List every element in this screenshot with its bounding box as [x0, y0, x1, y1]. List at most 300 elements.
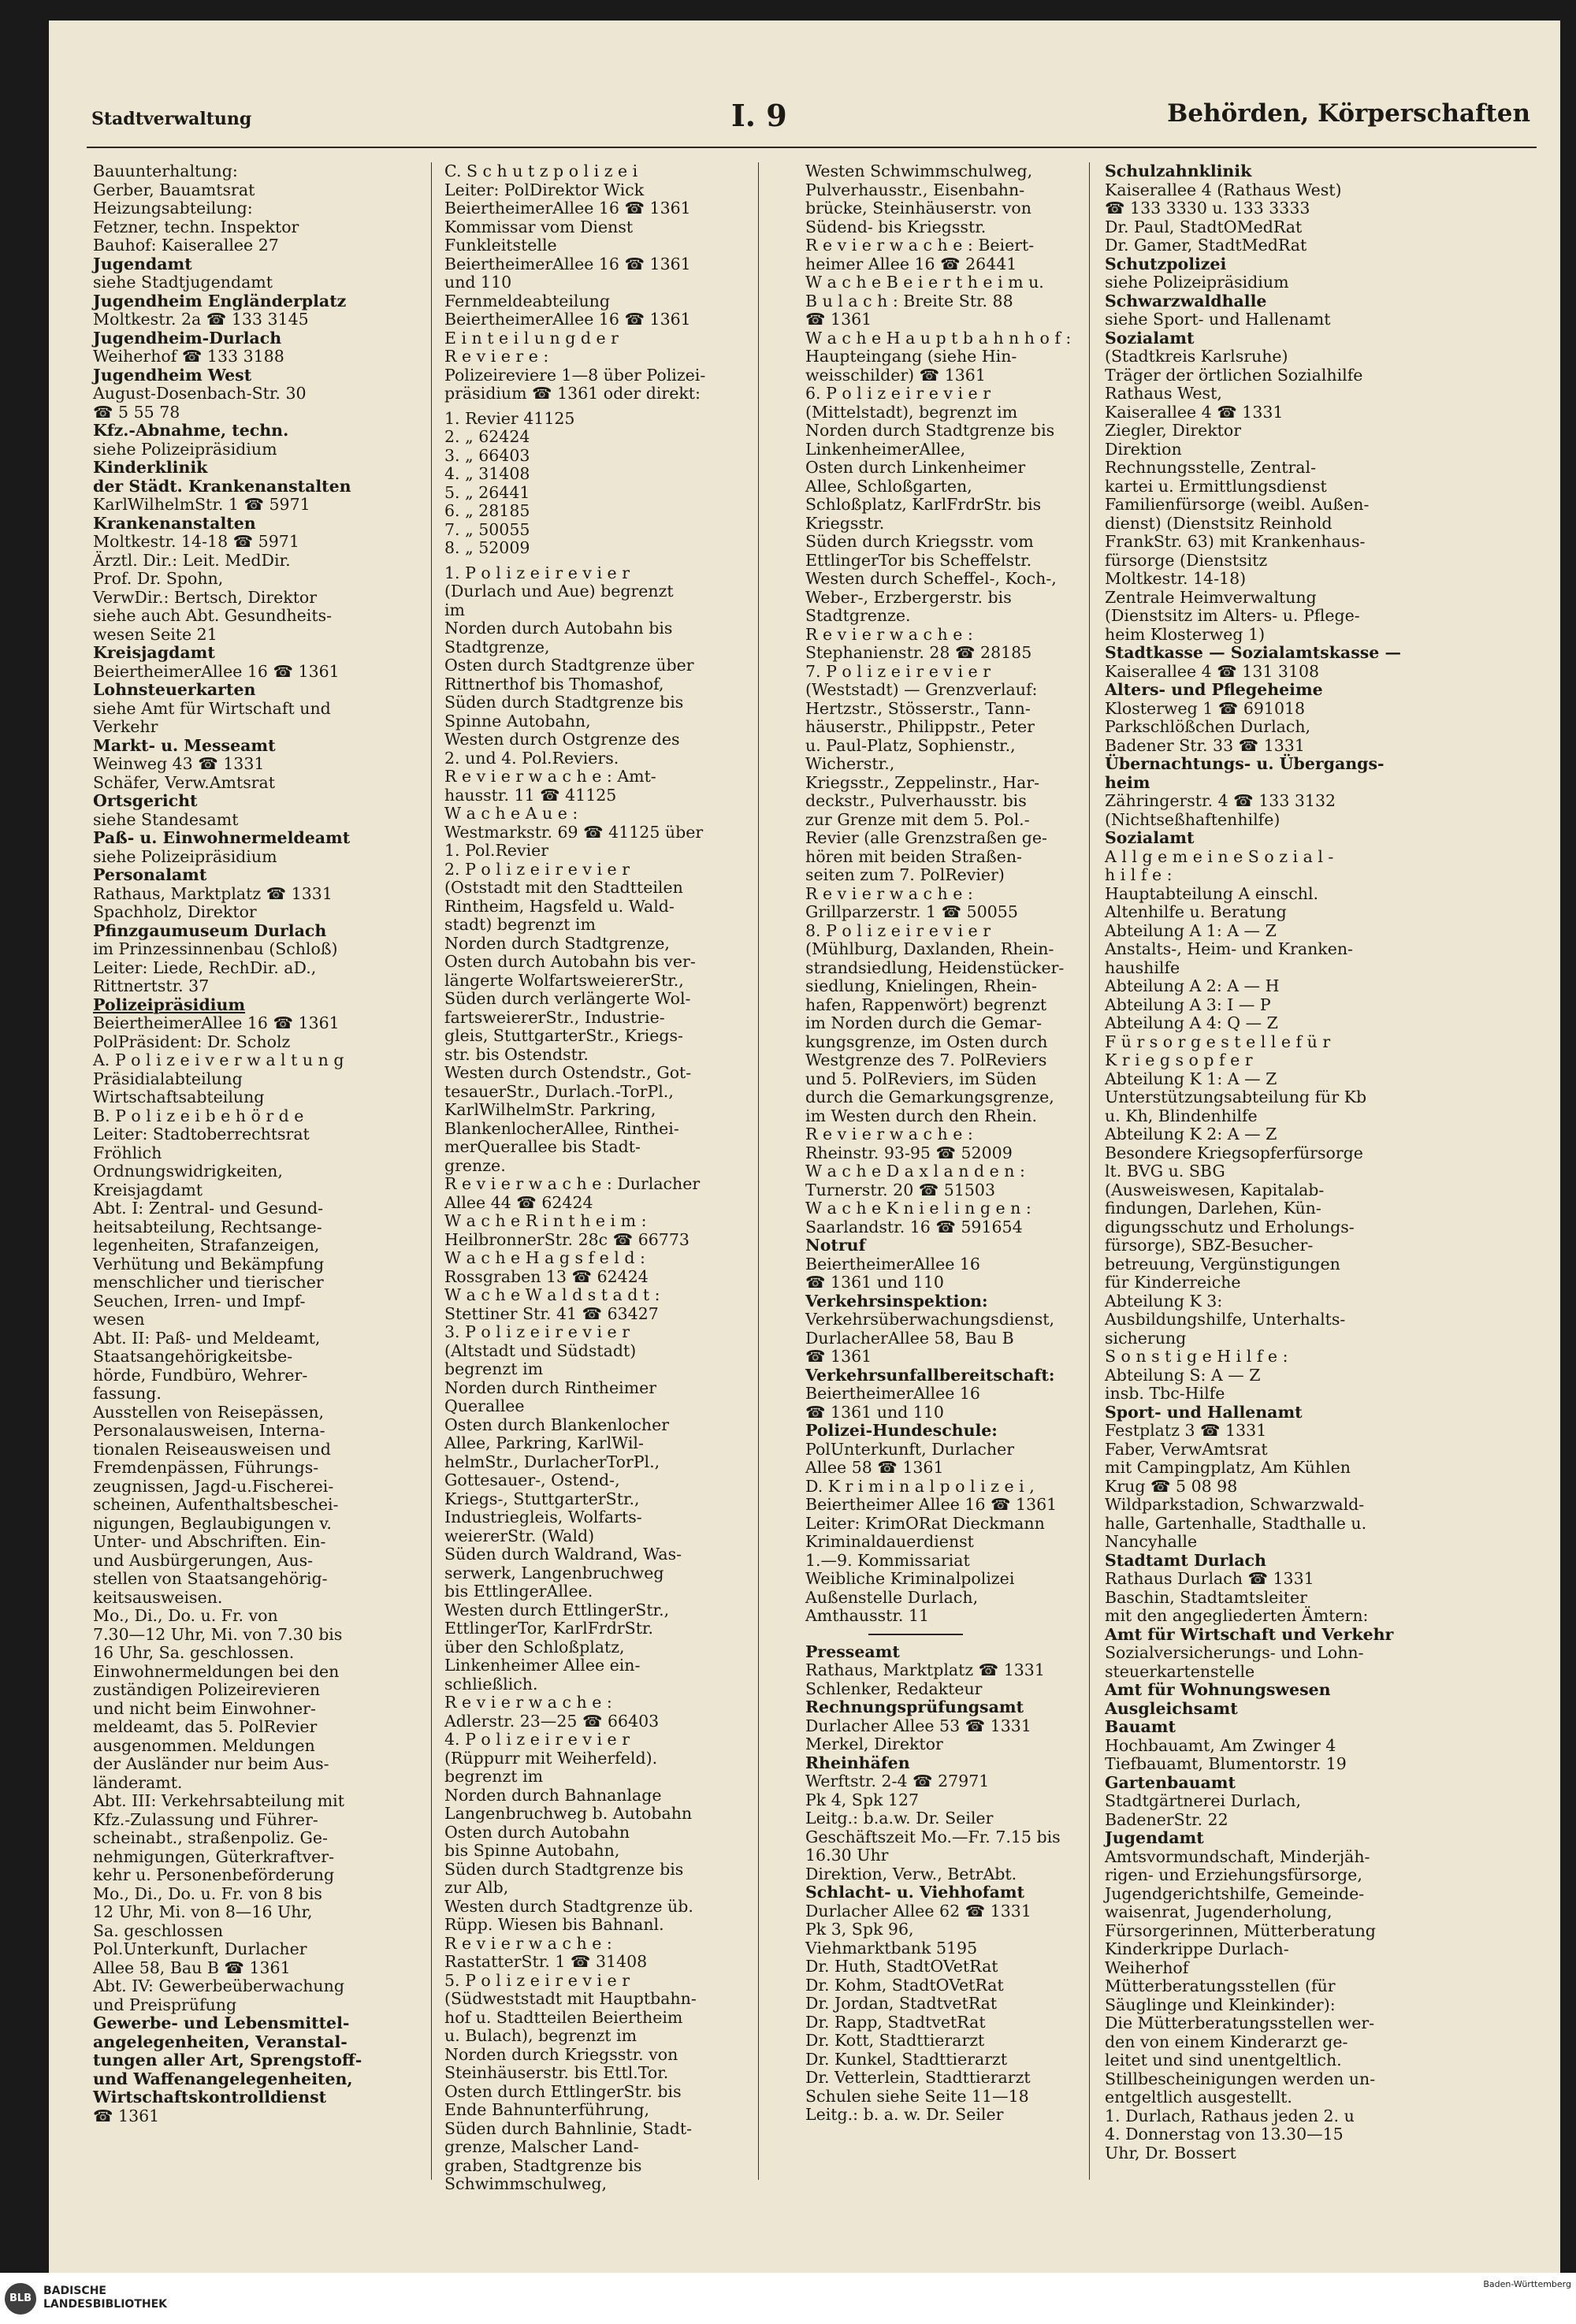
text-line: Norden durch Bahnanlage — [444, 1785, 662, 1805]
text-line: durch die Gemarkungsgrenze, — [805, 1088, 1054, 1106]
text-line: rigen- und Erziehungsfürsorge, — [1105, 1865, 1362, 1884]
text-line: (Südweststadt mit Hauptbahn- — [444, 1989, 697, 2008]
text-line: siehe Standesamt — [93, 809, 239, 829]
text-line: Allee 44 ☎ 62424 — [444, 1192, 593, 1212]
text-line: 6. P o l i z e i r e v i e r — [805, 384, 991, 403]
entry-heading: Kreisjagdamt — [93, 643, 215, 662]
library-name: BADISCHE LANDESBIBLIOTHEK — [43, 2285, 168, 2311]
text-line: und Preisprüfung — [93, 1995, 237, 2014]
text-line: Baschin, Stadtamtsleiter — [1105, 1587, 1307, 1607]
text-line: Nancyhalle — [1105, 1532, 1198, 1551]
entry-heading: Rheinhäfen — [805, 1753, 910, 1772]
text-line: Stettiner Str. 41 ☎ 63427 — [444, 1303, 659, 1323]
text-line: Norden durch Stadtgrenze bis — [805, 421, 1055, 440]
text-line: grenze. — [444, 1155, 506, 1175]
entry-heading: Paß- u. Einwohnermeldeamt — [93, 828, 351, 847]
text-line: Leitg.: b. a. w. Dr. Seiler — [805, 2105, 1004, 2124]
text-line: Kinderkrippe Durlach- — [1105, 1939, 1289, 1958]
text-line: u. Bulach), begrenzt im — [444, 2026, 637, 2045]
text-line: R e v i e r w a c h e : — [805, 1125, 973, 1143]
text-line: Kaiserallee 4 (Rathaus West) — [1105, 180, 1342, 199]
text-line: Staatsangehörigkeitsbe- — [93, 1347, 293, 1366]
entry-heading: Sport- und Hallenamt — [1105, 1402, 1303, 1422]
text-line: Pk 3, Spk 96, — [805, 1920, 914, 1939]
text-line: Viehmarktbank 5195 — [805, 1938, 978, 1958]
text-line: heitsabteilung, Rechtsange- — [93, 1217, 322, 1236]
entry-heading: Gartenbauamt — [1105, 1772, 1236, 1792]
text-line: (Ausweiswesen, Kapitalab- — [1105, 1180, 1325, 1199]
text-line: W a c h e W a l d s t a d t : — [444, 1285, 660, 1304]
text-line: Merkel, Direktor — [805, 1735, 943, 1753]
text-line: (Altstadt und Südstadt) — [444, 1340, 637, 1360]
text-line: Amtsvormundschaft, Minderjäh- — [1105, 1846, 1370, 1866]
column-divider — [1089, 162, 1090, 2180]
text-line: DurlacherAllee 58, Bau B — [805, 1328, 1014, 1348]
text-line: Weiherhof ☎ 133 3188 — [93, 347, 284, 366]
text-line: Westen durch Ostgrenze des — [444, 730, 680, 749]
text-line: Ausstellen von Reisepässen, — [93, 1402, 325, 1422]
text-line: 12 Uhr, Mi. von 8—16 Uhr, — [93, 1902, 313, 1921]
text-line: Süden durch Stadtgrenze bis — [444, 1859, 684, 1879]
column-2 — [444, 162, 791, 2194]
text-line: heimer Allee 16 ☎ 26441 — [805, 254, 1017, 273]
text-line: Schulen siehe Seite 11—18 — [805, 2086, 1029, 2106]
entry-heading: Polizei-Hundeschule: — [805, 1421, 998, 1440]
text-line: Westen Schwimmschulweg, — [805, 162, 1033, 180]
text-line: Bauunterhaltung: — [93, 162, 238, 180]
text-line: S o n s t i g e H i l f e : — [1105, 1347, 1288, 1366]
text-line: tionalen Reiseausweisen und — [93, 1439, 331, 1459]
text-line: A l l g e m e i n e S o z i a l - — [1105, 846, 1334, 866]
entry-heading: Ausgleichsamt — [1105, 1698, 1238, 1718]
entry-heading: Markt- u. Messeamt — [93, 735, 276, 755]
text-line: R e v i e r w a c h e : Beiert- — [805, 236, 1035, 255]
text-line: stadt) begrenzt im — [444, 915, 596, 934]
text-line: Südend- bis Kriegsstr. — [805, 217, 987, 236]
text-line: Einwohnermeldungen bei den — [93, 1661, 340, 1681]
text-line: ☎ 1361 — [805, 1347, 872, 1366]
text-line: zuständigen Polizeirevieren — [93, 1680, 321, 1699]
text-line: EttlingerTor bis Scheffelstr. — [805, 550, 1032, 570]
text-line: ausgenommen. Meldungen — [93, 1735, 315, 1755]
text-line: keitsausweisen. — [93, 1587, 223, 1607]
text-line: meldeamt, das 5. PolRevier — [93, 1717, 318, 1736]
text-line: weisschilder) ☎ 1361 — [805, 365, 986, 385]
text-line: im Prinzessinnenbau (Schloß) — [93, 939, 338, 958]
text-line: Süden durch Waldrand, Was- — [444, 1545, 682, 1564]
text-line: Uhr, Dr. Bossert — [1105, 2143, 1236, 2162]
text-line: Linkenheimer Allee ein- — [444, 1656, 641, 1675]
text-line: kehr u. Personenbeförderung — [93, 1865, 335, 1884]
text-line: zur Alb, — [444, 1878, 509, 1897]
text-line: hören mit beiden Straßen- — [805, 846, 1022, 866]
text-line: R e v i e r w a c h e : — [444, 1933, 612, 1953]
text-line: Parkschlößchen Durlach, — [1105, 717, 1311, 736]
text-line: Rüpp. Wiesen bis Bahnanl. — [444, 1915, 664, 1934]
text-line: siehe Sport- und Hallenamt — [1105, 310, 1331, 329]
entry-heading: Gewerbe- und Lebensmittel- — [93, 2014, 350, 2032]
text-line: grenze, Malscher Land- — [444, 2137, 639, 2156]
entry-heading: Stadtkasse — Sozialamtskasse — — [1105, 643, 1401, 662]
text-line: scheinabt., straßenpoliz. Ge- — [93, 1828, 328, 1847]
entry-heading: Jugendheim Engländerplatz — [93, 291, 347, 310]
entry-heading: Übernachtungs- u. Übergangs- — [1105, 754, 1385, 773]
text-line: (Nichtseßhaftenhilfe) — [1105, 809, 1280, 829]
text-line: Dr. Paul, StadtOMedRat — [1105, 217, 1303, 236]
text-line: Adlerstr. 23—25 ☎ 66403 — [444, 1711, 660, 1731]
entry-heading: Kfz.-Abnahme, techn. — [93, 421, 289, 440]
text-line: sicherung — [1105, 1328, 1187, 1348]
text-line: 8. P o l i z e i r e v i e r — [805, 920, 991, 940]
text-line: W a c h e H a g s f e l d : — [444, 1248, 645, 1267]
text-line: Pulverhausstr., Eisenbahn- — [805, 180, 1025, 199]
text-line: Werftstr. 2-4 ☎ 27971 — [805, 1772, 990, 1790]
text-line: Verhütung und Bekämpfung — [93, 1254, 325, 1274]
text-line: Rechnungsstelle, Zentral- — [1105, 458, 1316, 477]
text-line: Querallee — [444, 1396, 525, 1415]
text-line: der Ausländer nur beim Aus- — [93, 1754, 329, 1773]
entry-heading: Schutzpolizei — [1105, 254, 1227, 273]
text-line: Verkehr — [93, 717, 158, 736]
column-3 — [805, 162, 1121, 2125]
text-line: Saarlandstr. 16 ☎ 591654 — [805, 1217, 1023, 1236]
text-line: Westmarkstr. 69 ☎ 41125 über — [444, 822, 704, 842]
text-line: Westen durch Scheffel-, Koch-, — [805, 569, 1057, 588]
entry-heading: Verkehrsunfallbereitschaft: — [805, 1365, 1055, 1385]
column-1 — [93, 162, 448, 2125]
text-line: Prof. Dr. Spohn, — [93, 569, 224, 588]
text-line: Gerber, Bauamtsrat — [93, 180, 255, 199]
text-line: serwerk, Langenbruchweg — [444, 1563, 664, 1582]
text-line: 1.—9. Kommissariat — [805, 1550, 970, 1570]
text-line: Fremdenpässen, Führungs- — [93, 1458, 319, 1477]
text-line: (Rüppurr mit Weiherfeld). — [444, 1748, 658, 1768]
text-line: PolPräsident: Dr. Scholz — [93, 1032, 291, 1051]
text-line: im Norden durch die Gemar- — [805, 1013, 1043, 1032]
text-line: Personalausweisen, Interna- — [93, 1421, 325, 1440]
text-line: W a c h e K n i e l i n g e n : — [805, 1199, 1031, 1218]
text-line: (Dienstsitz im Alters- u. Pflege- — [1105, 606, 1360, 625]
text-line: August-Dosenbach-Str. 30 — [93, 384, 307, 403]
text-line: Wicherstr., — [805, 754, 895, 773]
text-line: Besondere Kriegsopferfürsorge — [1105, 1143, 1363, 1162]
text-line: 6. „ 28185 — [444, 501, 530, 520]
text-line: Fernmeldeabteilung — [444, 291, 610, 310]
text-line: BeiertheimerAllee 16 ☎ 1361 — [93, 661, 340, 681]
text-line: Rittnertstr. 37 — [93, 976, 210, 995]
text-line: Kaiserallee 4 ☎ 1331 — [1105, 402, 1284, 422]
text-line: Amthausstr. 11 — [805, 1606, 930, 1625]
entry-heading: Ortsgericht — [93, 791, 198, 810]
text-line: Leiter: Liede, RechDir. aD., — [93, 957, 317, 977]
text-line: über den Schloßplatz, — [444, 1637, 625, 1657]
text-line: Kaiserallee 4 ☎ 131 3108 — [1105, 661, 1320, 681]
text-line: VerwDir.: Bertsch, Direktor — [93, 587, 318, 607]
text-line: 7. „ 50055 — [444, 519, 530, 539]
entry-heading: Stadtamt Durlach — [1105, 1550, 1266, 1570]
section-divider — [868, 1634, 963, 1635]
text-line: R e v i e r w a c h e : — [444, 1693, 612, 1712]
text-line: Abteilung K 2: A — Z — [1105, 1125, 1277, 1143]
text-line: Rathaus, Marktplatz ☎ 1331 — [805, 1660, 1045, 1679]
entry-heading: Jugendamt — [93, 254, 192, 273]
text-line: Außenstelle Durlach, — [805, 1587, 979, 1607]
section-heading: Polizeipräsidium — [93, 995, 246, 1014]
text-line: D. K r i m i n a l p o l i z e i , — [805, 1476, 1035, 1496]
text-line: 3. „ 66403 — [444, 445, 530, 465]
text-line: Westen durch Ostendstr., Got- — [444, 1063, 692, 1082]
text-line: heim Klosterweg 1) — [1105, 624, 1266, 644]
text-line: siehe Polizeipräsidium — [93, 439, 277, 459]
text-line: Funkleitstelle — [444, 236, 557, 255]
text-line: BlankenlocherAllee, Rinthei- — [444, 1118, 679, 1138]
text-line: Familienfürsorge (weibl. Außen- — [1105, 495, 1370, 514]
text-line: W a c h e H a u p t b a h n h o f : — [805, 328, 1072, 348]
text-line: tesauerStr., Durlach.-TorPl., — [444, 1081, 674, 1101]
column-divider — [431, 162, 432, 2180]
text-line: Seuchen, Irren- und Impf- — [93, 1291, 306, 1311]
text-line: und nicht beim Einwohner- — [93, 1698, 316, 1718]
text-line: (Durlach und Aue) begrenzt — [444, 582, 674, 601]
text-line: Stadtgrenze, — [444, 637, 550, 656]
text-line: Zentrale Heimverwaltung — [1105, 587, 1317, 607]
text-line: Kriminaldauerdienst — [805, 1532, 974, 1551]
text-line: präsidium ☎ 1361 oder direkt: — [444, 384, 701, 403]
text-line: siehe auch Abt. Gesundheits- — [93, 606, 333, 625]
header-rule — [87, 147, 1537, 148]
text-line: Turnerstr. 20 ☎ 51503 — [805, 1180, 996, 1199]
text-line: Osten durch Autobahn — [444, 1822, 630, 1842]
text-line: Kommissar vom Dienst — [444, 217, 634, 236]
text-line: Ausbildungshilfe, Unterhalts- — [1105, 1310, 1346, 1329]
text-line: fassung. — [93, 1384, 162, 1403]
entry-heading: Schlacht- u. Viehhofamt — [805, 1883, 1025, 1902]
text-line: Osten durch Linkenheimer — [805, 458, 1026, 477]
text-line: findungen, Darlehen, Kün- — [1105, 1199, 1321, 1218]
text-line: begrenzt im — [444, 1359, 544, 1378]
text-line: ☎ 133 3330 u. 133 3333 — [1105, 199, 1310, 218]
text-line: waisenrat, Jugenderholung, — [1105, 1902, 1333, 1921]
text-line: Revier (alle Grenzstraßen ge- — [805, 828, 1047, 847]
page-header — [49, 20, 1560, 139]
text-line: Westen durch EttlingerStr., — [444, 1600, 670, 1619]
text-line: 4. „ 31408 — [444, 464, 530, 483]
text-line: Kriegs-, StuttgarterStr., — [444, 1489, 640, 1508]
text-line: siehe Polizeipräsidium — [1105, 273, 1289, 292]
text-line: ☎ 1361 — [93, 2106, 160, 2125]
text-line: fartsweiererStr., Industrie- — [444, 1007, 665, 1027]
text-line: Gottesauer-, Ostend-, — [444, 1471, 620, 1489]
text-line: Ziegler, Direktor — [1105, 421, 1242, 440]
text-line: Pol.Unterkunft, Durlacher — [93, 1939, 307, 1958]
text-line: Stillbescheinigungen werden un- — [1105, 2069, 1376, 2088]
text-line: Osten durch Stadtgrenze über — [444, 656, 694, 675]
text-line: Leiter: PolDirektor Wick — [444, 180, 645, 199]
text-line: R e v i e r w a c h e : — [805, 624, 973, 644]
text-line: merQuerallee bis Stadt- — [444, 1137, 641, 1156]
text-line: K r i e g s o p f e r — [1105, 1050, 1253, 1069]
text-line: Durlacher Allee 53 ☎ 1331 — [805, 1716, 1031, 1735]
text-line: HeilbronnerStr. 28c ☎ 66773 — [444, 1229, 690, 1249]
text-line: Rathaus, Marktplatz ☎ 1331 — [93, 883, 333, 903]
text-line: Steinhäuserstr. bis Ettl.Tor. — [444, 2063, 669, 2082]
text-line: dienst) (Dienstsitz Reinhold — [1105, 513, 1333, 533]
entry-heading: Jugendheim-Durlach — [93, 328, 282, 348]
text-line: nehmigungen, Güterkraftver- — [93, 1846, 335, 1866]
text-line: u. Kh, Blindenhilfe — [1105, 1106, 1258, 1125]
text-line: Hertzstr., Stösserstr., Tann- — [805, 698, 1031, 718]
text-line: Abt. II: Paß- und Meldeamt, — [93, 1328, 321, 1348]
text-line: deckstr., Pulverhausstr. bis — [805, 791, 1027, 810]
text-line: lt. BVG u. SBG — [1105, 1162, 1225, 1181]
text-line: Leitg.: b.a.w. Dr. Seiler — [805, 1809, 994, 1828]
text-line: Unter- und Abschriften. Ein- — [93, 1532, 326, 1551]
text-line: ☎ 1361 — [805, 310, 872, 329]
text-line: helmStr., DurlacherTorPl., — [444, 1452, 660, 1471]
text-line: W a c h e A u e : — [444, 804, 578, 823]
text-line: Osten durch Blankenlocher — [444, 1415, 670, 1434]
text-line: Dr. Gamer, StadtMedRat — [1105, 236, 1307, 255]
text-line: Allee, Parkring, KarlWil- — [444, 1433, 644, 1452]
text-line: bis Spinne Autobahn, — [444, 1841, 620, 1860]
text-line: weiererStr. (Wald) — [444, 1526, 595, 1545]
text-line: Moltkestr. 14-18) — [1105, 569, 1247, 588]
text-line: (Mühlburg, Daxlanden, Rhein- — [805, 939, 1054, 958]
text-line: Dr. Kohm, StadtOVetRat — [805, 1975, 1004, 1995]
text-line: Westen durch Stadtgrenze üb. — [444, 1896, 693, 1916]
text-line: 2. „ 62424 — [444, 427, 530, 446]
text-line: Süden durch verlängerte Wol- — [444, 989, 691, 1008]
entry-heading: Wirtschaftskontrolldienst — [93, 2088, 327, 2106]
text-line: Abt. III: Verkehrsabteilung mit — [93, 1791, 344, 1810]
text-line: LinkenheimerAllee, — [805, 439, 966, 459]
text-line: BeiertheimerAllee 16 ☎ 1361 — [93, 1013, 340, 1032]
entry-heading: Personalamt — [93, 865, 207, 884]
text-line: BeiertheimerAllee 16 — [805, 1384, 980, 1403]
text-line: Abt. IV: Gewerbeüberwachung — [93, 1976, 344, 1995]
text-line: Kfz.-Zulassung und Führer- — [93, 1809, 318, 1829]
text-line: Weiherhof — [1105, 1958, 1189, 1977]
column-4 — [1105, 162, 1436, 2162]
text-line: W a c h e R i n t h e i m : — [444, 1211, 647, 1230]
text-line: Schlenker, Redakteur — [805, 1679, 983, 1698]
scanned-page — [49, 20, 1560, 2273]
text-line: Rittnerthof bis Thomashof, — [444, 674, 664, 693]
text-line: Bauhof: Kaiserallee 27 — [93, 236, 279, 255]
entry-heading: Presseamt — [805, 1642, 900, 1661]
text-line: gleis, StuttgarterStr., Kriegs- — [444, 1026, 683, 1045]
entry-heading: Schulzahnklinik — [1105, 162, 1252, 180]
text-line: Dr. Rapp, StadtvetRat — [805, 2012, 986, 2032]
text-line: Direktion, Verw., BetrAbt. — [805, 1864, 1017, 1883]
text-line: schließlich. — [444, 1674, 538, 1694]
text-line: brücke, Steinhäuserstr. von — [805, 199, 1031, 218]
text-line: E i n t e i l u n g d e r — [444, 328, 619, 348]
text-line: Schloßplatz, KarlFrdrStr. bis — [805, 495, 1042, 514]
text-line: BeiertheimerAllee 16 — [805, 1254, 980, 1274]
footer-bar — [0, 2273, 1576, 2324]
text-line: Langenbruchweg b. Autobahn — [444, 1804, 693, 1823]
text-line: 2. und 4. Pol.Reviers. — [444, 748, 619, 768]
column-divider — [758, 162, 759, 2180]
entry-heading: angelegenheiten, Veranstal- — [93, 2032, 348, 2051]
header-left: Stadtverwaltung — [91, 109, 252, 129]
text-line: entgeltlich ausgestellt. — [1105, 2088, 1292, 2106]
entry-heading: Verkehrsinspektion: — [805, 1291, 988, 1311]
entry-heading: Sozialamt — [1105, 328, 1195, 348]
text-line: Krug ☎ 5 08 98 — [1105, 1476, 1238, 1496]
entry-heading: Krankenanstalten — [93, 513, 256, 533]
text-line: ☎ 5 55 78 — [93, 402, 180, 422]
text-line: RastatterStr. 1 ☎ 31408 — [444, 1952, 648, 1971]
text-line: Kriegsstr., Zeppelinstr., Har- — [805, 772, 1040, 792]
entry-heading: tungen aller Art, Sprengstoff- — [93, 2051, 362, 2069]
text-line: begrenzt im — [444, 1767, 544, 1786]
text-line: KarlWilhelmStr. 1 ☎ 5971 — [93, 495, 310, 514]
text-line: R e v i e r w a c h e : Durlacher — [444, 1174, 701, 1193]
text-line: Industriegleis, Wolfarts- — [444, 1508, 642, 1526]
text-line: Abteilung A 3: I — P — [1105, 995, 1271, 1014]
text-line: Süden durch Stadtgrenze bis — [444, 693, 684, 712]
text-line: 2. P o l i z e i r e v i e r — [444, 859, 630, 879]
text-line: Polizeireviere 1—8 über Polizei- — [444, 365, 706, 385]
entry-heading: Alters- und Pflegeheime — [1105, 680, 1323, 699]
text-line: Sozialversicherungs- und Lohn- — [1105, 1643, 1364, 1662]
text-line: Rossgraben 13 ☎ 62424 — [444, 1266, 649, 1286]
text-line: siehe Stadtjugendamt — [93, 273, 273, 292]
entry-heading: und Waffenangelegenheiten, — [93, 2069, 353, 2088]
text-line: Rintheim, Hagsfeld u. Wald- — [444, 896, 675, 916]
text-line: kartei u. Ermittlungsdienst — [1105, 476, 1327, 496]
text-line: nigungen, Beglaubigungen v. — [93, 1513, 332, 1533]
text-line: Säuglinge und Kleinkinder): — [1105, 1995, 1336, 2014]
text-line: den von einem Kinderarzt ge- — [1105, 2032, 1348, 2051]
text-line: 16.30 Uhr — [805, 1846, 889, 1865]
text-line: Anstalts-, Heim- und Kranken- — [1105, 939, 1353, 958]
text-line: Unterstützungsabteilung für Kb — [1105, 1088, 1367, 1106]
text-line: 7. P o l i z e i r e v i e r — [805, 661, 991, 681]
text-line: insb. Tbc-Hilfe — [1105, 1384, 1225, 1403]
text-line: A. P o l i z e i v e r w a l t u n g — [93, 1050, 344, 1069]
entry-heading: Bauamt — [1105, 1717, 1176, 1736]
entry-heading: Amt für Wirtschaft und Verkehr — [1105, 1624, 1394, 1644]
text-line: u. Paul-Platz, Sophienstr., — [805, 735, 1016, 755]
text-line: Dr. Vetterlein, Stadttierarzt — [805, 2068, 1031, 2087]
text-line: Stephanienstr. 28 ☎ 28185 — [805, 643, 1032, 662]
text-line: 7.30—12 Uhr, Mi. von 7.30 bis — [93, 1624, 343, 1644]
text-line: Norden durch Kriegsstr. von — [444, 2044, 678, 2064]
text-line: Weibliche Kriminalpolizei — [805, 1569, 1015, 1588]
text-line: mit Campingplatz, Am Kühlen — [1105, 1458, 1351, 1477]
text-line: halle, Gartenhalle, Stadthalle u. — [1105, 1513, 1367, 1533]
text-line: Kreisjagdamt — [93, 1180, 203, 1199]
text-line: Die Mütterberatungsstellen wer- — [1105, 2014, 1375, 2032]
text-line: Norden durch Autobahn bis — [444, 619, 673, 638]
text-line: im — [444, 600, 465, 619]
text-line: digungsschutz und Erholungs- — [1105, 1217, 1355, 1236]
text-line: siehe Polizeipräsidium — [93, 846, 277, 866]
header-right: Behörden, Körperschaften — [1167, 99, 1530, 128]
entry-heading: Amt für Wohnungswesen — [1105, 1680, 1331, 1699]
text-line: Ende Bahnunterführung, — [444, 2100, 650, 2119]
text-line: betreuung, Vergünstigungen — [1105, 1254, 1340, 1274]
text-line: leitet und sind unentgeltlich. — [1105, 2051, 1342, 2069]
text-line: zeugnissen, Jagd-u.Fischerei- — [93, 1476, 334, 1496]
text-line: Sa. geschlossen — [93, 1921, 224, 1940]
text-line: Allee 58, Bau B ☎ 1361 — [93, 1958, 291, 1977]
text-line: Abteilung A 1: A — Z — [1105, 920, 1277, 940]
text-line: Dr. Kott, Stadttierarzt — [805, 2031, 985, 2050]
